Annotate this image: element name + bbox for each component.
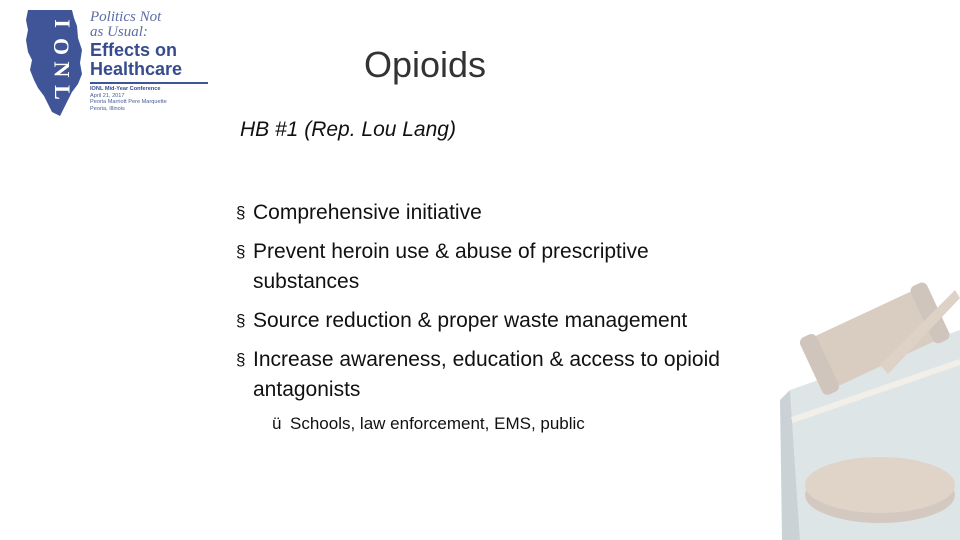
logo-letter: N	[49, 61, 75, 78]
bullet-item	[236, 237, 736, 297]
bullet-item	[236, 345, 736, 405]
logo-letter: O	[49, 37, 75, 56]
bullet-item	[236, 306, 736, 336]
bullet-text: Increase awareness, education & access to opioid antagonists	[253, 348, 720, 401]
gavel-icon	[770, 270, 960, 540]
logo-divider	[90, 82, 208, 84]
slide-subtitle: HB #1 (Rep. Lou Lang)	[240, 118, 456, 141]
bullet-marker: §	[236, 350, 246, 369]
bullet-marker: §	[236, 242, 246, 261]
bullet-item	[236, 198, 736, 228]
logo-line-1: Politics Not	[90, 9, 162, 25]
sub-bullet-item	[272, 412, 736, 436]
bullet-text: Prevent heroin use & abuse of prescriptive substances	[253, 240, 649, 293]
logo-line-6: April 21, 2017	[90, 92, 125, 99]
state-letters	[42, 12, 82, 112]
conference-logo	[22, 8, 222, 118]
bullet-list	[236, 198, 736, 436]
sub-bullet-text: Schools, law enforcement, EMS, public	[290, 414, 585, 433]
logo-letter: L	[49, 85, 75, 100]
logo-letter: I	[49, 19, 75, 28]
logo-line-8: Peoria, Illinois	[90, 105, 125, 112]
bullet-marker: §	[236, 311, 246, 330]
bullet-marker: §	[236, 203, 246, 222]
bullet-text: Comprehensive initiative	[253, 201, 482, 224]
logo-line-5: IONL Mid-Year Conference	[90, 86, 161, 92]
check-icon: ü	[272, 414, 282, 433]
slide-title: Opioids	[363, 44, 487, 85]
bullet-text: Source reduction & proper waste management	[253, 309, 688, 332]
logo-line-3: Effects on	[90, 40, 178, 60]
logo-line-4: Healthcare	[90, 59, 183, 79]
logo-text	[90, 10, 222, 112]
logo-line-7: Peoria Marriott Pere Marquette	[90, 99, 167, 106]
logo-line-2: as Usual:	[90, 24, 148, 40]
